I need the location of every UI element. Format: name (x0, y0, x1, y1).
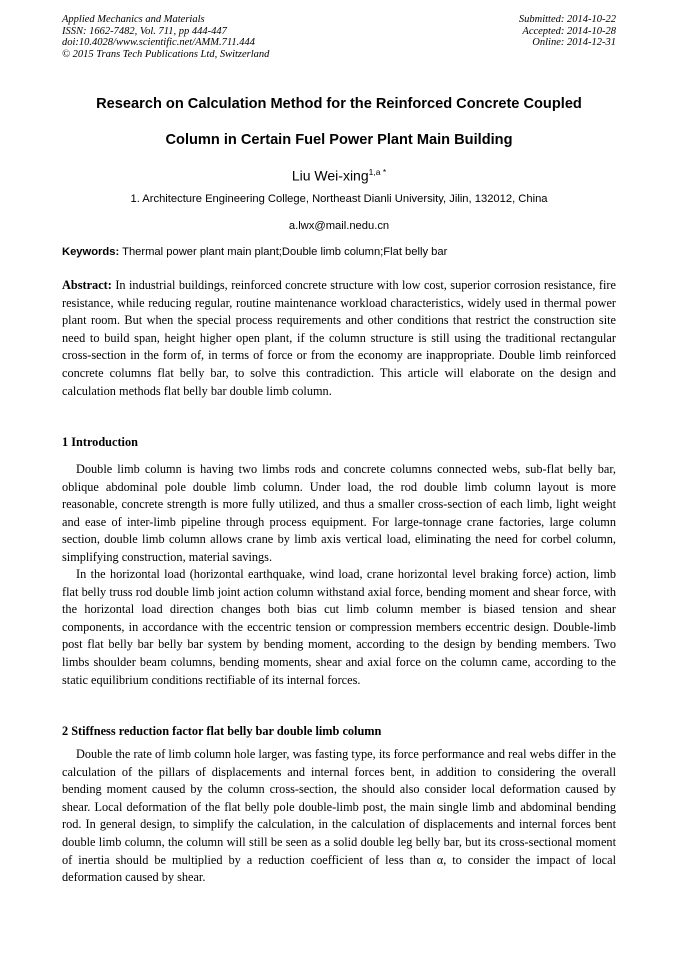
journal-name: Applied Mechanics and Materials (62, 14, 205, 25)
publication-dates (519, 14, 616, 49)
journal-doi: doi:10.4028/www.scientific.net/AMM.711.444 (62, 37, 255, 48)
paper-title-line-1: Research on Calculation Method for the Reinforced Concrete Coupled (96, 96, 582, 112)
affiliation: 1. Architecture Engineering College, Northeast Dianli University, Jilin, 132012, China (130, 193, 548, 205)
author (40, 167, 638, 184)
stiffness-paragraph-1: Double the rate of limb column hole larger, was fasting type, its force performance and real webs differ in the calculation of the pillars of displacements and internal forces bent, in addition to considering the overall bending moment caused by the column cross-section, the should also consider local deformation caused by shear. Local deformation of the flat belly pole double-limb post, the main single limb and abdominal bending rod. In general design, to simplify the calculation, in the calculation of displacements and internal forces bent double limb column, the column will still be seen as a solid double leg belly bar, but its cross-sectional moment of inertia should be multiplied by a reduction coefficient of less than α, to consider the impact of local deformation caused by shear. (62, 747, 616, 885)
accepted-date: Accepted: 2014-10-28 (522, 25, 616, 37)
section-heading-introduction: 1 Introduction (62, 435, 138, 449)
journal-header (62, 14, 269, 60)
intro-paragraph-2: In the horizontal load (horizontal earthquake, wind load, crane horizontal level braking force) action, limb flat belly truss rod double limb joint action column withstand axial force, bending moment and shear force, with the horizontal load direction changes both bias cut limb column member is biased tension and shear components, in accordance with the eccentric tension or compression members eccentric design. Double-limb post flat belly bar belly bar system by bending moment, according to the design by bending members. Two limbs shoulder beam columns, bending moments, shear and axial force on the column came, according to the static equilibrium conditions rectifiable of its internal forces. (62, 567, 616, 687)
submitted-date: Submitted: 2014-10-22 (518, 14, 616, 25)
paper-title-line-2: Column in Certain Fuel Power Plant Main Building (165, 132, 513, 148)
intro-paragraph-1: Double limb column is having two limbs rods and concrete columns connected webs, sub-flat belly bar, oblique abdominal pole double limb column. Under load, the rod double limb column layout is more reasonable, concrete strength is more fully utilized, and thus a smaller cross-section of each limb, light weight and ease of inter-limb pipeline through process equipment. For large-tonnage crane factories, large column section, double limb column allows crane by limb axis vertical load, eliminating the need for corbel column, simplifying construction, material savings. (62, 462, 616, 564)
abstract-label: Abstract: (62, 278, 112, 292)
keywords-text: Thermal power plant main plant;Double limb column;Flat belly bar (119, 246, 448, 258)
author-superscript: 1,a * (368, 167, 387, 177)
section-heading-stiffness: 2 Stiffness reduction factor flat belly bar double limb column (62, 724, 382, 738)
online-date: Online: 2014-12-31 (532, 37, 616, 48)
journal-copyright: © 2015 Trans Tech Publications Ltd, Switzerland (62, 48, 270, 60)
abstract (62, 277, 616, 400)
abstract-text: In industrial buildings, reinforced concrete structure with low cost, superior corrosion resistance, fire resistance, while reducing regular, routine maintenance workload characteristics, widely used in thermal power plant room. But when the special process requirements and other conditions that restrict the construction site need to build span, height higher open plant, if the column structure is still using the traditional rectangular cross-section in the form of, in terms of force or from the economy are inappropriate. Double limb reinforced concrete columns flat belly bar, to solve this contradiction. This article will elaborate on the design and calculation methods flat belly bar double limb column. (62, 278, 616, 398)
author-name: Liu Wei-xing (291, 167, 369, 184)
journal-issn: ISSN: 1662-7482, Vol. 711, pp 444-447 (62, 25, 227, 37)
keywords (62, 246, 616, 258)
keywords-label: Keywords: (62, 246, 120, 258)
author-email: a.lwx@mail.nedu.cn (288, 220, 390, 232)
